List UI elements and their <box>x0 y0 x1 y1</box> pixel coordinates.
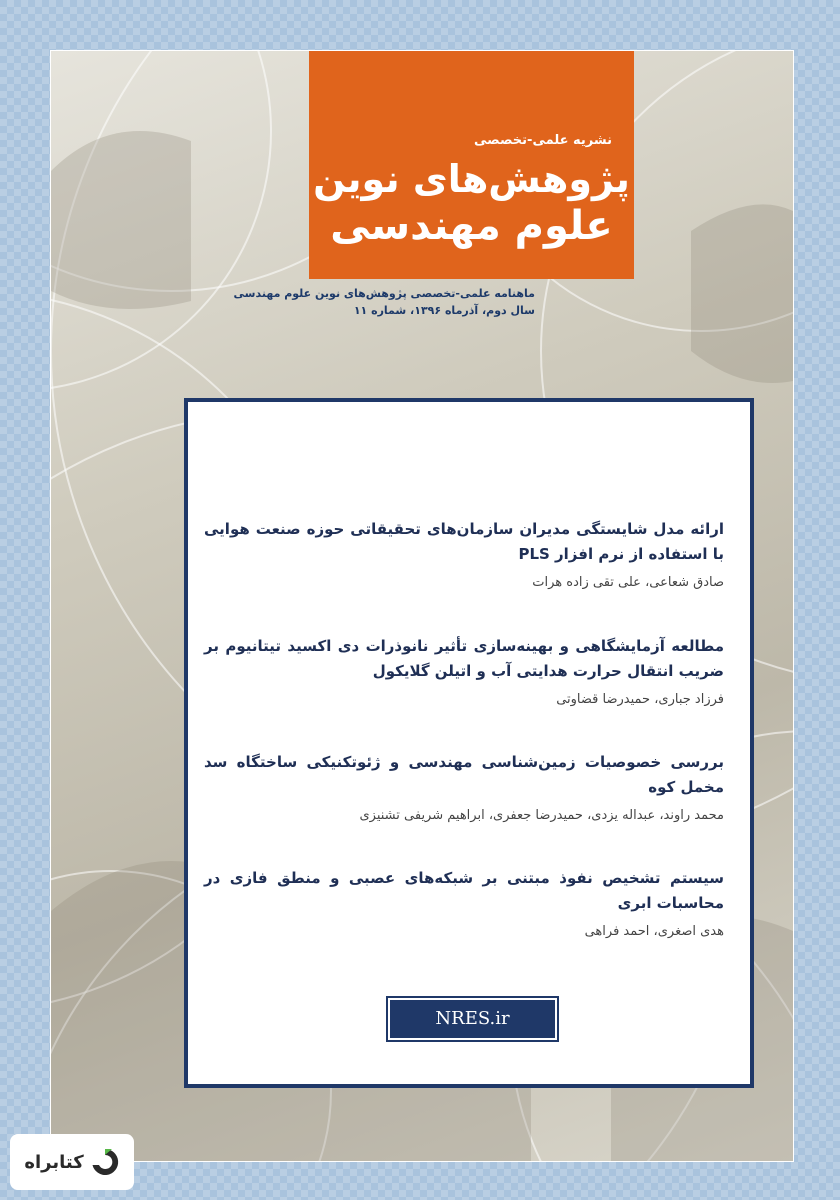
article-authors: فرزاد جباری، حمیدرضا قضاوتی <box>556 692 724 707</box>
issue-description: ماهنامه علمی-تخصصی پژوهش‌های نوین علوم مهندسی <box>233 287 535 300</box>
publisher-name: کتابراه <box>24 1151 84 1173</box>
article-title: بررسی خصوصیات زمین‌شناسی مهندسی و ژئوتکنیکی ساختگاه سد مخمل کوه <box>204 753 724 796</box>
cover-panel <box>50 50 794 1162</box>
article-title: سیستم تشخیص نفوذ مبتنی بر شبکه‌های عصبی و منطق فازی در محاسبات ابری <box>204 869 724 912</box>
article-3[interactable] <box>204 750 724 823</box>
article-1[interactable] <box>204 517 724 590</box>
article-authors: محمد راوند، عبداله یزدی، حمیدرضا جعفری، ابراهیم شریفی تشنیزی <box>359 808 724 823</box>
article-4[interactable] <box>204 866 724 939</box>
ketabrah-logo-icon <box>90 1147 120 1177</box>
article-authors: صادق شعاعی، علی تقی زاده هرات <box>532 575 724 590</box>
journal-title-line-2: علوم مهندسی <box>330 203 613 249</box>
masthead <box>309 51 634 279</box>
journal-title-line-1: پژوهش‌های نوین <box>313 157 630 201</box>
article-title: ارائه مدل شایستگی مدیران سازمان‌های تحقیقاتی حوزه صنعت هوایی با استفاده از نرم افزار PLS <box>204 520 724 563</box>
issue-volume-number: سال دوم، آذرماه ۱۳۹۶، شماره ۱۱ <box>353 304 535 317</box>
masthead-subtitle: نشریه علمی-تخصصی <box>474 133 612 148</box>
article-authors: هدی اصغری، احمد فراهی <box>584 924 724 939</box>
article-title: مطالعه آزمایشگاهی و بهینه‌سازی تأثیر نانوذرات دی اکسید تیتانیوم بر ضریب انتقال حرارت هدایتی آب و اتیلن گلایکول <box>204 637 724 680</box>
website-badge[interactable]: NRES.ir <box>388 998 557 1040</box>
table-of-contents <box>184 398 754 1088</box>
article-2[interactable] <box>204 634 724 707</box>
publisher-logo[interactable] <box>10 1134 134 1190</box>
